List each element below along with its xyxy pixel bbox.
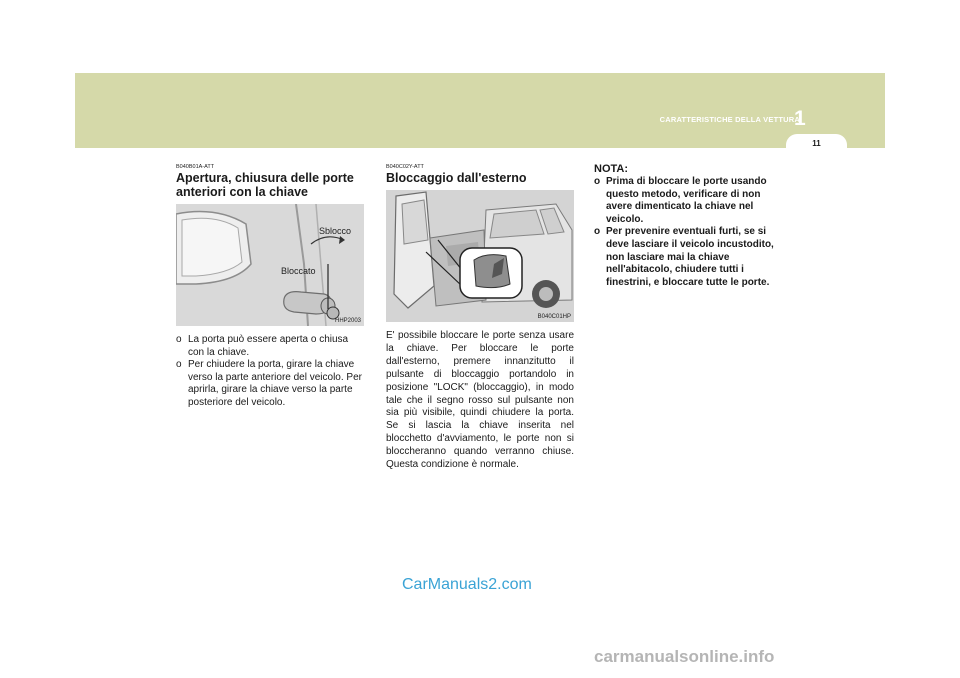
- note-list: [594, 176, 786, 289]
- section-code: B040B01A-ATT: [176, 164, 215, 170]
- label-lock: Bloccato: [281, 266, 316, 276]
- bullet-marker: o: [594, 226, 601, 238]
- bullet-marker: o: [594, 176, 601, 187]
- bullet-text: Per chiudere la porta, girare la chiave verso la parte anteriore del veicolo. Per aprirla, girare la chiave verso la parte posteriore del veicolo.: [188, 359, 362, 408]
- page-number: 11: [812, 139, 821, 148]
- label-unlock: Sblocco: [319, 226, 352, 236]
- column-outside-lock: [386, 160, 574, 472]
- car-door-illustration: [386, 190, 574, 322]
- bullet-list: [176, 334, 364, 410]
- figure-code: HHP2003: [334, 318, 361, 324]
- column-front-doors: [176, 160, 364, 410]
- chapter-number: 1: [794, 107, 806, 130]
- bullet-item: [176, 334, 364, 359]
- note-title: NOTA:: [594, 163, 629, 175]
- door-key-illustration: [176, 204, 364, 326]
- bullet-marker: o: [176, 334, 182, 345]
- section-code: B040C02Y-ATT: [386, 164, 424, 170]
- section-heading: Apertura, chiusura delle porte anteriori con la chiave: [176, 171, 354, 199]
- car-door-drawing: [386, 190, 574, 322]
- watermark-link[interactable]: CarManuals2.com: [402, 576, 532, 593]
- bullet-marker: o: [176, 359, 182, 371]
- figure-code: B040C01HP: [537, 314, 571, 320]
- header-band: [75, 73, 885, 148]
- section-title: CARATTERISTICHE DELLA VETTURA: [659, 115, 800, 124]
- bullet-item: [176, 359, 364, 409]
- door-key-drawing: [176, 204, 364, 326]
- note-text: Prima di bloccare le porte usando questo metodo, verificare di non avere dimenticato la chiave nel veicolo.: [606, 176, 767, 225]
- watermark-site: carmanualsonline.info: [594, 647, 775, 666]
- note-item: [594, 176, 786, 226]
- bullet-text: La porta può essere aperta o chiusa con la chiave.: [188, 334, 349, 358]
- note-item: [594, 226, 786, 289]
- section-heading: Bloccaggio dall'esterno: [386, 171, 527, 185]
- column-note: [594, 160, 786, 289]
- note-text: Per prevenire eventuali furti, se si deve lasciare il veicolo incustodito, non lasciare mai la chiave nell'abitacolo, chiudere tutti i finestrini, e bloccare tutte le porte.: [606, 226, 774, 288]
- body-paragraph: E' possibile bloccare le porte senza usare la chiave. Per bloccare le porte dall'esterno, premere innanzitutto il pulsante di bloccaggio portandolo in posizione "LOCK" (bloccaggio), in modo tale che il segno rosso sul pulsante non sia più visibile, quindi chiudere la porta. Se si lascia la chiave inserita nel blocchetto d'avviamento, le porte non si bloccheranno quando verranno chiuse. Questa condizione è normale.: [386, 330, 574, 471]
